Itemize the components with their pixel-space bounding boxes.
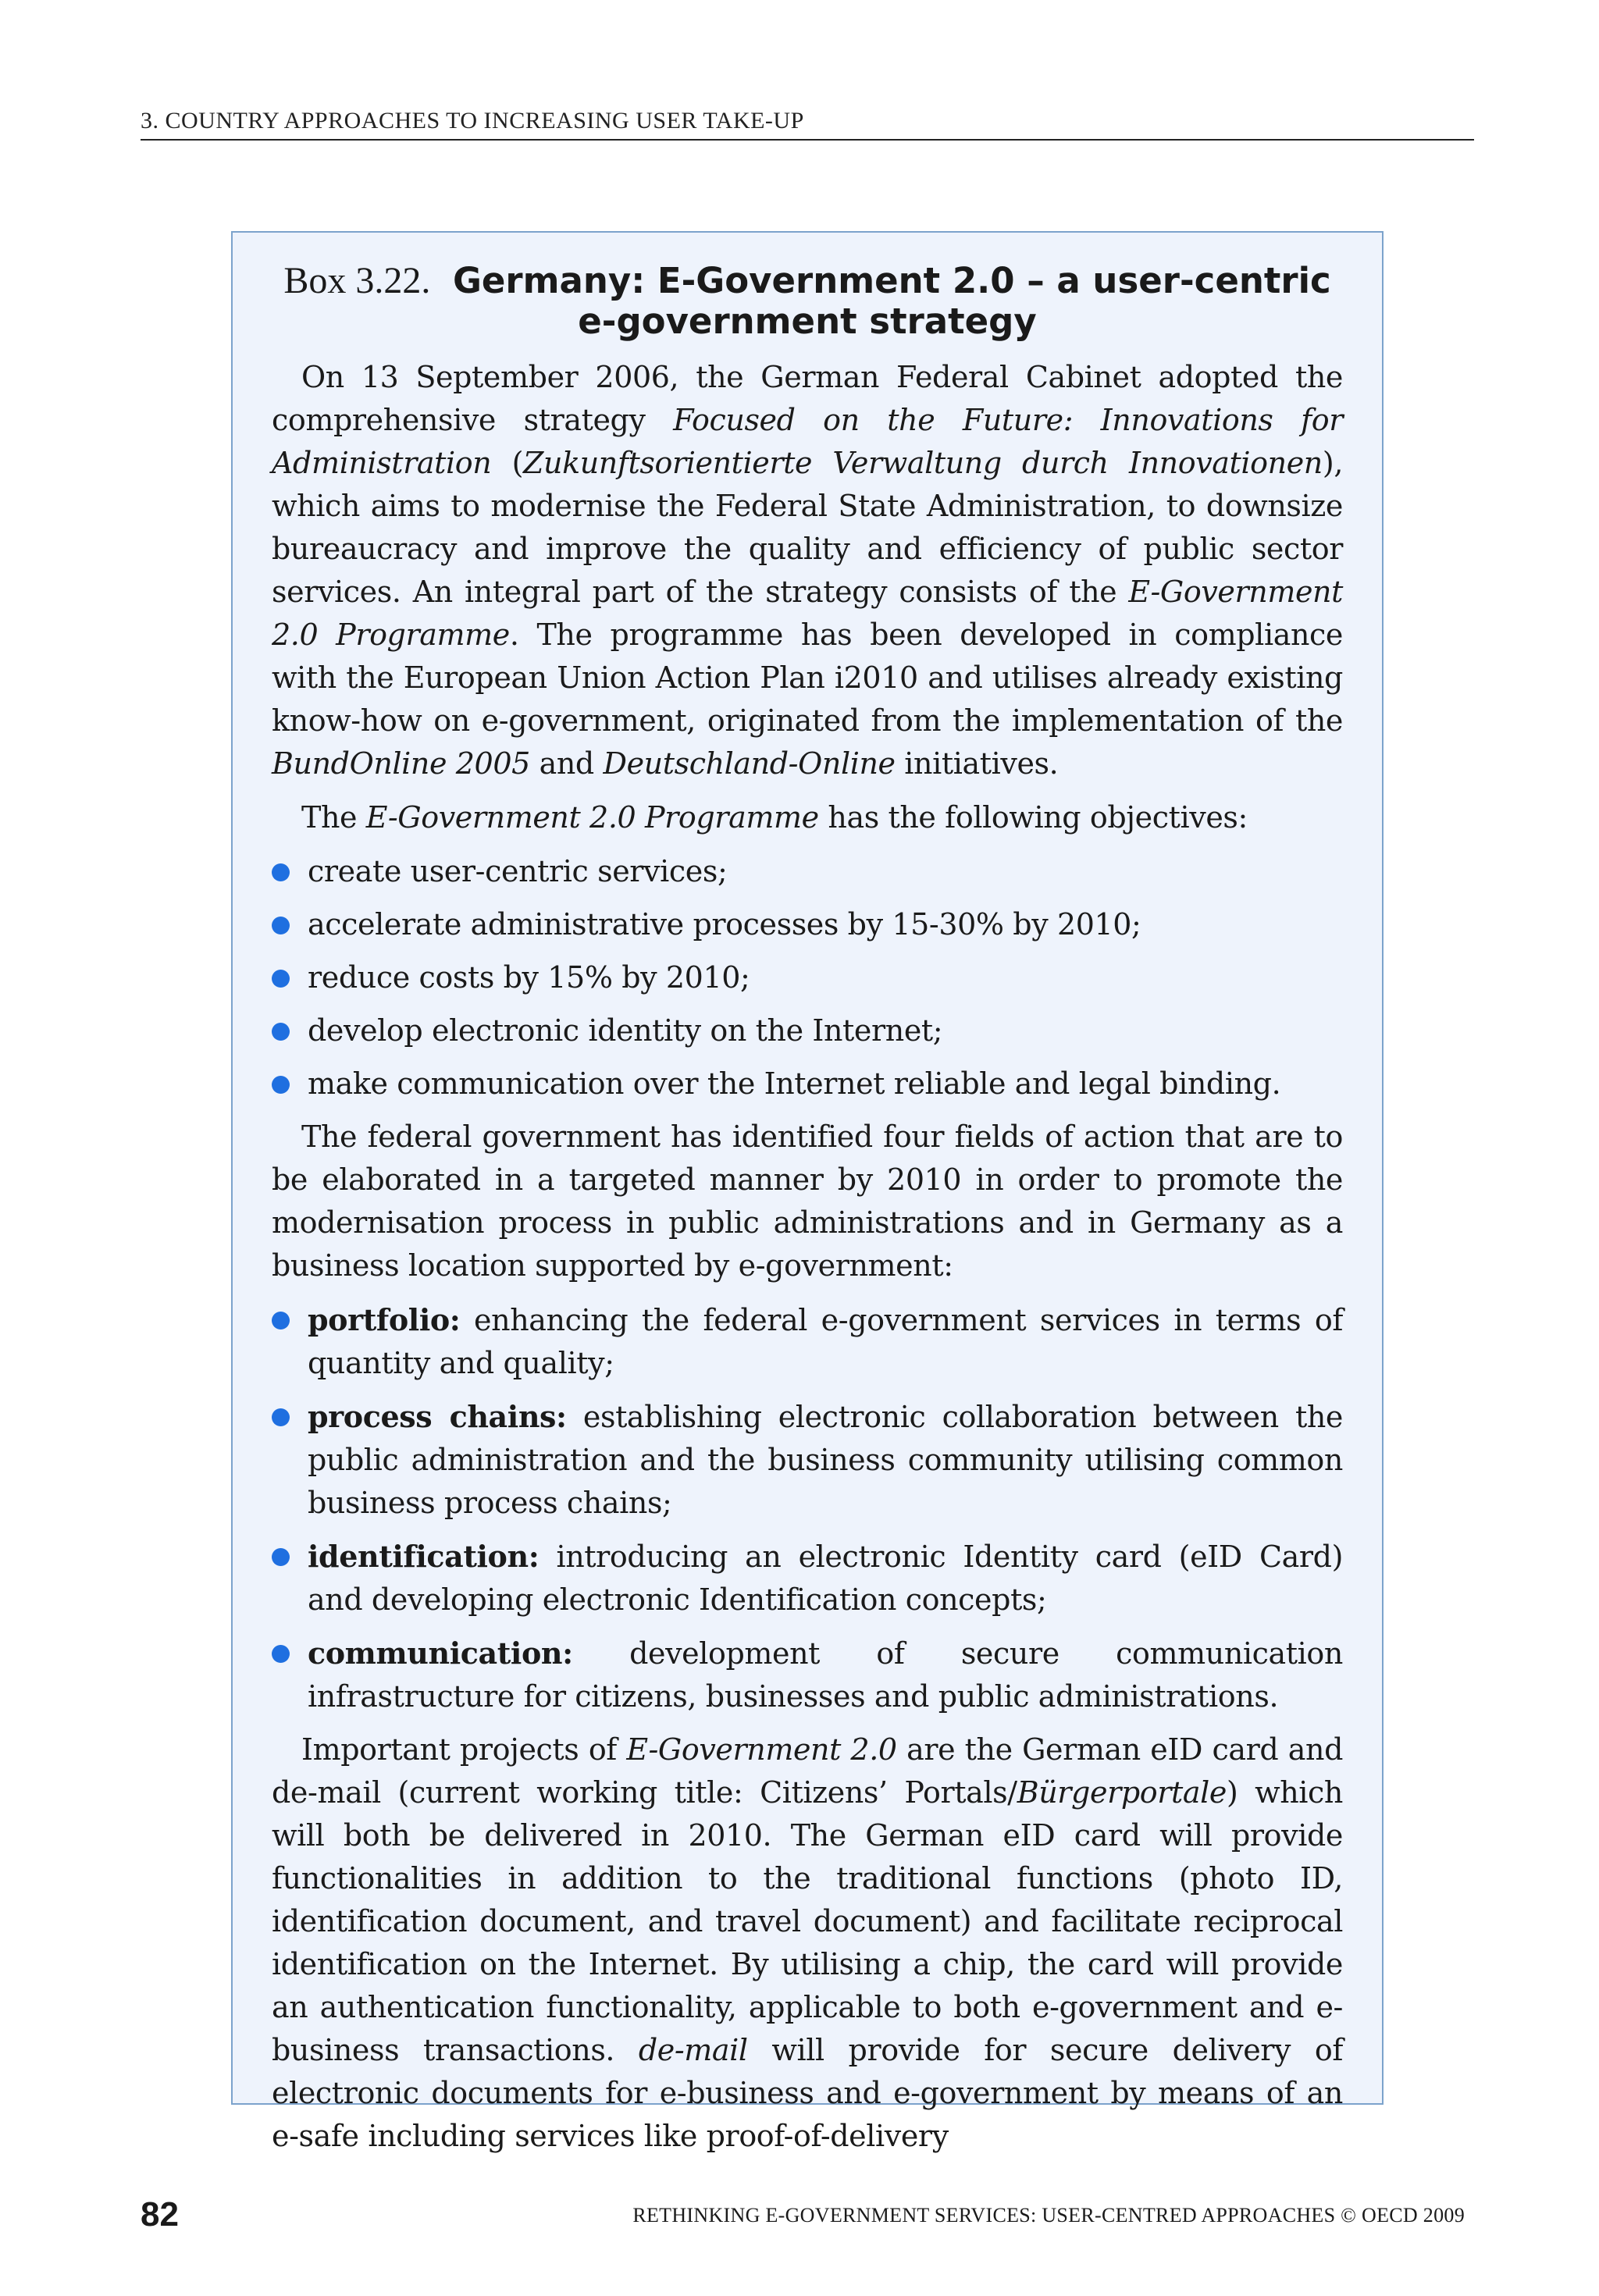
bullet-icon [272,1645,290,1663]
text-box [231,231,1384,2153]
list-item: communication: development of secure communication infrastructure for citizens, businesses and public administrations. [272,1632,1343,1718]
list-item: create user-centric services; [272,850,1343,893]
bullet-icon [272,917,290,934]
list-item: develop electronic identity on the Internet; [272,1009,1343,1052]
objectives-list [272,850,1343,1105]
fields-list [272,1298,1343,1718]
running-head: 3. COUNTRY APPROACHES TO INCREASING USER TAKE-UP [141,108,1474,141]
list-item: identification: introducing an electronic Identity card (eID Card) and developing electronic Identification concepts; [272,1535,1343,1621]
page-number: 82 [141,2195,179,2234]
list-item: process chains: establishing electronic collaboration between the public administration and the business community utilising common business process chains; [272,1395,1343,1525]
list-item: accelerate administrative processes by 15-30% by 2010; [272,903,1343,946]
bullet-icon [272,970,290,988]
box-label: Box 3.22. [283,260,431,301]
bullet-icon [272,1076,290,1094]
fields-intro: The federal government has identified four fields of action that are to be elaborated in a targeted manner by 2010 in order to promote the modernisation process in public administrations and in Germany as a business location supported by e-government: [272,1120,1343,1283]
list-item: portfolio: enhancing the federal e-government services in terms of quantity and quality; [272,1298,1343,1385]
bullet-icon [272,1312,290,1330]
bullet-icon [272,1548,290,1566]
box-title [272,261,1343,342]
objectives-intro: The E-Government 2.0 Programme has the following objectives: [301,800,1248,835]
projects-paragraph: Important projects of E-Government 2.0 are the German eID card and de-mail (current working title: Citizens’ Portals/Bürgerportale) which will both be delivered in 2010. The German eID card will provide functionalities in addition to the traditional functions (photo ID, identification document, and travel document) and facilitate reciprocal identification on the Internet. By utilising a chip, the card will provide an authentication functionality, applicable to both e-government and e-business transactions. de-mail will provide for secure delivery of electronic documents for e-business and e-government by means of an e-safe including services like proof-of-delivery [272,1732,1344,2153]
bullet-icon [272,863,290,881]
footer-publication: RETHINKING E-GOVERNMENT SERVICES: USER-CENTRED APPROACHES © OECD 2009 [632,2204,1465,2227]
box-headline: Germany: E-Government 2.0 – a user-centric e-government strategy [452,260,1331,342]
list-item: reduce costs by 15% by 2010; [272,956,1343,999]
bullet-icon [272,1023,290,1041]
intro-paragraph: On 13 September 2006, the German Federal Cabinet adopted the comprehensive strategy Focused on the Future: Innovations for Administration (Zukunftsorientierte Verwaltung durch Innovationen), which aims to modernise the Federal State Administration, to downsize bureaucracy and improve the quality and efficiency of public sector services. An integral part of the strategy consists of the E-Government 2.0 Programme. The programme has been developed in compliance with the European Union Action Plan i2010 and utilises already existing know-how on e-government, originated from the implementation of the BundOnline 2005 and Deutschland-Online initiatives. [272,360,1343,781]
bullet-icon [272,1408,290,1426]
list-item: make communication over the Internet reliable and legal binding. [272,1063,1343,1105]
